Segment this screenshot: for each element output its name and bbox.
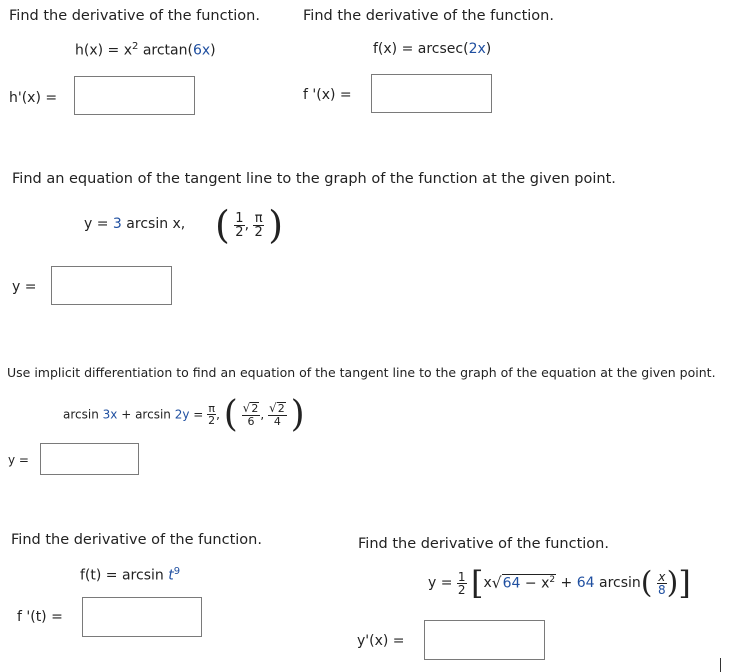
problem-4-prompt: Use implicit differentiation to find an equation of the tangent line to the graph of the equation at the given point.: [7, 365, 716, 380]
problem-6-prompt: Find the derivative of the function.: [358, 536, 609, 552]
problem-4-comma: ,: [216, 407, 220, 422]
problem-4-eq-b-arg: 2y: [174, 407, 190, 422]
problem-6-arg-den: 8: [657, 582, 666, 597]
problem-6-function: [428, 564, 691, 602]
problem-6-rad-minus: − x: [520, 575, 550, 592]
problem-6-rad-exp: 2: [549, 575, 556, 586]
problem-1-fn-arg: 6x: [192, 42, 211, 59]
problem-4-point-y-den: 4: [273, 414, 281, 428]
problem-6-arg: [657, 571, 667, 596]
problem-6-arg-num: x: [658, 569, 666, 584]
problem-5-prompt: Find the derivative of the function.: [11, 532, 262, 548]
problem-4-point-sep: ,: [260, 407, 265, 422]
problem-2-fn-name: f(x) = arcsec(: [373, 41, 469, 57]
problem-4-rhs-num: π: [208, 402, 215, 415]
problem-4-equation: [63, 394, 305, 435]
problem-6-answer-label: y'(x) =: [357, 633, 405, 649]
problem-2-fn-arg: 2x: [468, 41, 486, 57]
problem-1-answer-input[interactable]: [74, 76, 195, 115]
problem-3-point-x-num: 1: [235, 210, 244, 226]
problem-1-exponent: 2: [132, 41, 139, 52]
problem-6-radicand: [502, 574, 556, 592]
problem-6-open-bracket: [: [471, 564, 484, 602]
problem-2-prompt: Find the derivative of the function.: [303, 8, 554, 24]
problem-3-point-y-den: 2: [254, 224, 263, 240]
problem-6-half: [457, 571, 467, 596]
problem-4-answer-input[interactable]: [40, 443, 139, 475]
problem-5-fn-exp: 9: [173, 566, 181, 577]
problem-1-answer-label: h'(x) =: [9, 90, 58, 106]
problem-3-point-y: [253, 212, 263, 239]
problem-6-half-den: 2: [457, 582, 466, 597]
problem-4-point-x-num: [242, 402, 261, 415]
problem-3-open-paren: (: [215, 203, 230, 247]
problem-4-eq-eq: =: [189, 407, 208, 422]
problem-4-point-x-den: 6: [247, 414, 255, 428]
problem-3-close-paren: ): [268, 203, 284, 247]
problem-1-fn-name: h(x) = x: [75, 42, 132, 59]
problem-6-answer-input[interactable]: [424, 620, 545, 660]
problem-4-eq-a-arg: 3x: [102, 407, 118, 422]
problem-2-function: [373, 41, 491, 57]
problem-1-fn-rest: arctan(: [138, 42, 193, 59]
problem-1-fn-close: ): [210, 42, 216, 59]
problem-6-half-num: 1: [457, 569, 466, 584]
problem-3-point-y-num: π: [254, 210, 263, 226]
problem-1-prompt: Find the derivative of the function.: [9, 8, 260, 24]
problem-6-rad-const: 64: [502, 575, 521, 592]
problem-6-x-var: x: [483, 575, 492, 591]
problem-3-eq-rest: arcsin x,: [121, 216, 186, 232]
problem-3-point: [215, 203, 283, 247]
sqrt-icon: √: [242, 401, 251, 416]
problem-4-point-y-num: [268, 402, 287, 415]
sqrt-icon: √: [269, 401, 277, 416]
problem-4-open-paren: (: [223, 394, 238, 435]
problem-4-close-paren: ): [290, 394, 305, 435]
problem-6-arg-open-paren: (: [640, 565, 653, 601]
problem-3-eq-coef: 3: [112, 216, 122, 232]
problem-4-eq-a: arcsin: [63, 407, 103, 422]
problem-4-point-y-rad: 2: [277, 402, 285, 416]
problem-4-answer-label: y =: [8, 453, 29, 467]
problem-6-eq-lhs: y =: [428, 575, 457, 591]
problem-3-point-x: [234, 212, 244, 239]
problem-3-prompt: Find an equation of the tangent line to the graph of the function at the given point.: [12, 171, 616, 187]
problem-3-eq-lhs: y =: [84, 216, 113, 232]
problem-3-point-sep: ,: [244, 217, 250, 233]
problem-5-answer-input[interactable]: [82, 597, 202, 637]
problem-3-answer-input[interactable]: [51, 266, 172, 305]
problem-6-plus: +: [556, 575, 577, 591]
problem-4-point-y: [268, 402, 287, 426]
problem-6-func: arcsin: [594, 575, 641, 591]
problem-4-rhs-den: 2: [208, 414, 216, 427]
text-cursor: [720, 658, 721, 672]
problem-4-eq-b: + arcsin: [117, 407, 175, 422]
problem-2-answer-input[interactable]: [371, 74, 492, 113]
problem-6-close-bracket: ]: [678, 564, 691, 602]
problem-5-fn-var: t: [168, 567, 174, 584]
problem-6-arg-close-paren: ): [666, 565, 679, 601]
problem-6-coef: 64: [576, 575, 595, 591]
problem-2-fn-close: ): [485, 41, 492, 57]
problem-4-point-x: [242, 402, 261, 426]
problem-5-answer-label: f '(t) =: [17, 609, 63, 625]
problem-2-answer-label: f '(x) =: [303, 87, 352, 103]
sqrt-icon: √: [491, 574, 502, 592]
problem-5-fn-name: f(t) = arcsin: [80, 567, 169, 584]
problem-3-equation: [84, 216, 185, 232]
problem-1-function: [75, 41, 216, 59]
problem-4-rhs: [207, 403, 216, 426]
problem-3-answer-label: y =: [12, 279, 37, 295]
problem-4-point-x-rad: 2: [251, 402, 259, 416]
problem-5-function: [80, 566, 180, 584]
problem-3-point-x-den: 2: [235, 224, 244, 240]
